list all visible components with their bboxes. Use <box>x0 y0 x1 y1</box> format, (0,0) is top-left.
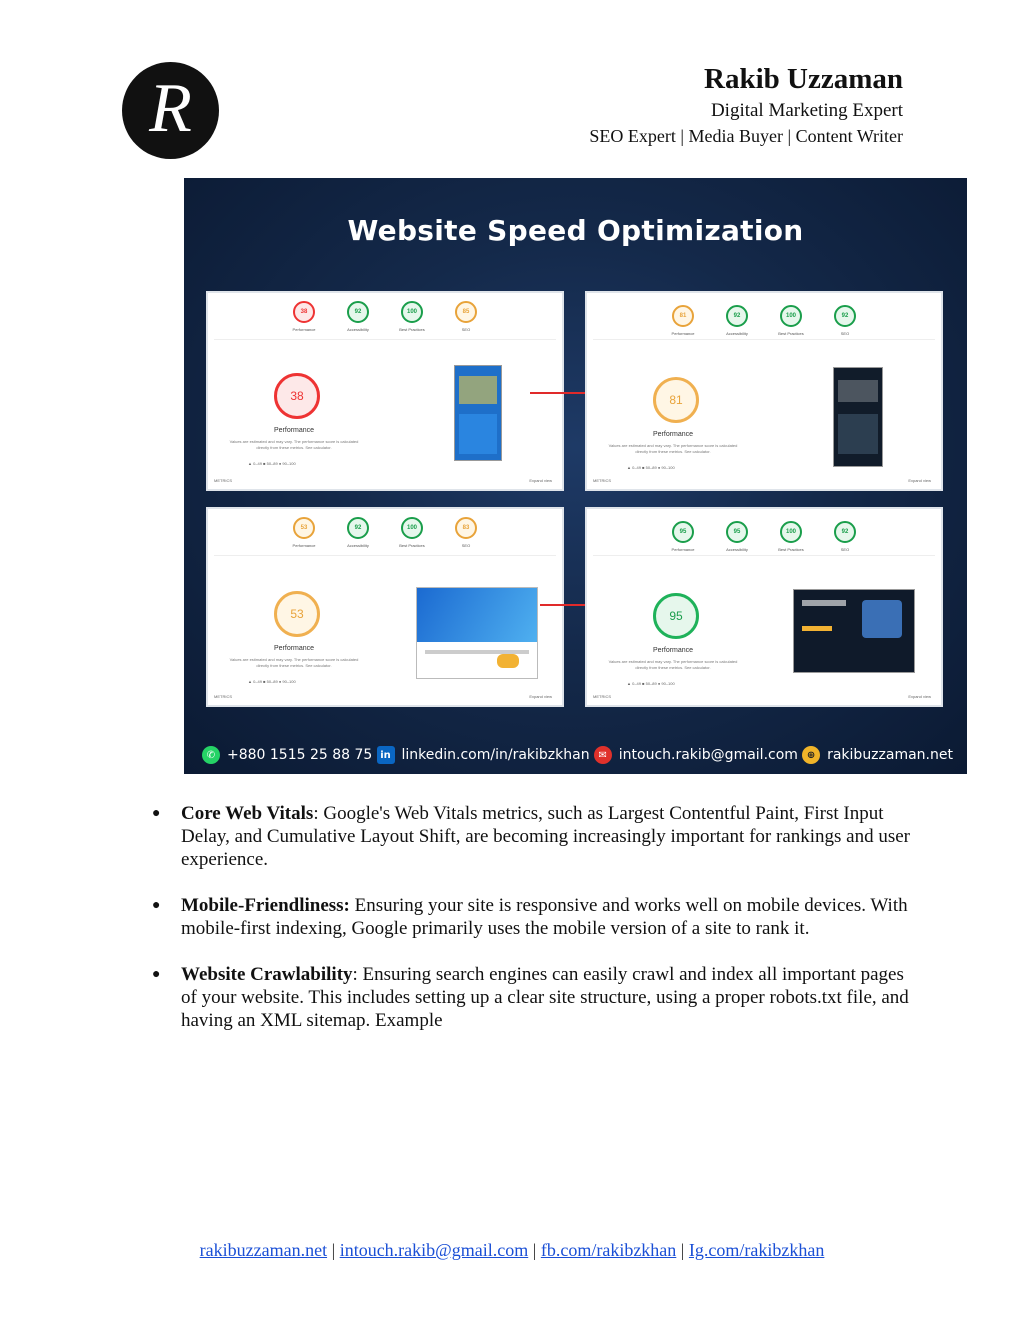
score-description: Values are estimated and may vary. The performance score is calculated directly from these metrics. See calculator. <box>608 659 738 670</box>
performance-label: Performance <box>653 647 694 654</box>
metrics-label: METRICS <box>214 694 232 699</box>
author-role: Digital Marketing Expert <box>710 100 903 121</box>
desktop-screenshot <box>416 587 538 679</box>
score-seo: 83 SEO <box>449 517 483 548</box>
score-description: Values are estimated and may vary. The performance score is calculated directly from these metrics. See calculator. <box>608 443 738 454</box>
mobile-screenshot <box>454 365 502 461</box>
score-accessibility: 92 Accessibility <box>720 305 754 336</box>
performance-gauge: 38 <box>274 373 320 419</box>
score-row <box>208 517 562 548</box>
logo <box>122 62 219 159</box>
divider <box>214 339 556 340</box>
globe-icon: ⊕ <box>802 746 820 764</box>
performance-label: Performance <box>653 431 694 438</box>
performance-gauge: 53 <box>274 591 320 637</box>
speed-optimization-banner <box>184 178 967 774</box>
pagespeed-panel-after-mobile <box>585 291 943 491</box>
score-best-practices: 100 Best Practices <box>774 521 808 552</box>
whatsapp-icon: ✆ <box>202 746 220 764</box>
author-skills: SEO Expert | Media Buyer | Content Writer <box>589 126 903 146</box>
banner-title: Website Speed Optimization <box>347 214 804 247</box>
score-accessibility: 92 Accessibility <box>341 301 375 332</box>
logo-letter: R <box>149 69 192 147</box>
score-performance: 38 Performance <box>287 301 321 332</box>
bullet-list <box>150 802 910 1055</box>
score-row <box>208 301 562 332</box>
list-item <box>150 802 910 871</box>
footer-link-email[interactable]: intouch.rakib@gmail.com <box>339 1240 529 1260</box>
footer-separator: | <box>528 1240 541 1260</box>
performance-label: Performance <box>274 427 315 434</box>
bullet-dot: ● <box>152 898 161 913</box>
footer-link-facebook[interactable]: fb.com/rakibzkhan <box>540 1240 677 1260</box>
divider <box>593 339 935 340</box>
footer-links <box>0 1240 1024 1261</box>
score-best-practices: 100 Best Practices <box>395 517 429 548</box>
contact-website: ⊕ rakibuzzaman.net <box>802 746 953 764</box>
score-accessibility: 95 Accessibility <box>720 521 754 552</box>
performance-gauge: 81 <box>653 377 699 423</box>
footer-link-website[interactable]: rakibuzzaman.net <box>199 1240 328 1260</box>
mobile-screenshot <box>833 367 883 467</box>
footer-separator: | <box>327 1240 340 1260</box>
bullet-term: Core Web Vitals <box>181 803 314 824</box>
email-icon: ✉ <box>594 746 612 764</box>
list-item <box>150 963 910 1032</box>
author-name: Rakib Uzzaman <box>704 63 903 95</box>
score-seo: 85 SEO <box>449 301 483 332</box>
contact-email: ✉ intouch.rakib@gmail.com <box>594 746 798 764</box>
expand-view-link: Expand view <box>908 694 931 699</box>
bullet-text: : Ensuring search engines can easily crawl and index all important pages of your website. This includes setting up a clear site structure, using a proper robots.txt file, and having an XML sitemap. Example <box>181 964 909 1031</box>
performance-label: Performance <box>274 645 315 652</box>
score-legend: ▲ 0–49 ■ 50–89 ● 90–100 <box>627 681 675 686</box>
desktop-screenshot <box>793 589 915 673</box>
list-item <box>150 894 910 940</box>
bullet-text: : Google's Web Vitals metrics, such as Largest Contentful Paint, First Input Delay, and Cumulative Layout Shift, are becoming increasingly important for rankings and user experience. <box>181 803 911 870</box>
pagespeed-panel-before-mobile <box>206 291 564 491</box>
score-performance: 53 Performance <box>287 517 321 548</box>
footer-separator: | <box>676 1240 689 1260</box>
divider <box>214 555 556 556</box>
score-description: Values are estimated and may vary. The performance score is calculated directly from these metrics. See calculator. <box>229 439 359 450</box>
divider <box>593 555 935 556</box>
score-best-practices: 100 Best Practices <box>395 301 429 332</box>
expand-view-link: Expand view <box>908 478 931 483</box>
score-performance: 81 Performance <box>666 305 700 336</box>
expand-view-link: Expand view <box>529 478 552 483</box>
metrics-label: METRICS <box>593 694 611 699</box>
score-performance: 95 Performance <box>666 521 700 552</box>
contact-bar <box>202 746 953 764</box>
pagespeed-panel-before-desktop <box>206 507 564 707</box>
metrics-label: METRICS <box>214 478 232 483</box>
score-description: Values are estimated and may vary. The performance score is calculated directly from these metrics. See calculator. <box>229 657 359 668</box>
score-best-practices: 100 Best Practices <box>774 305 808 336</box>
contact-linkedin: in linkedin.com/in/rakibzkhan <box>377 746 590 764</box>
linkedin-icon: in <box>377 746 395 764</box>
expand-view-link: Expand view <box>529 694 552 699</box>
performance-gauge: 95 <box>653 593 699 639</box>
score-legend: ▲ 0–49 ■ 50–89 ● 90–100 <box>627 465 675 470</box>
score-row <box>587 521 941 552</box>
bullet-term: Website Crawlability <box>181 964 353 985</box>
header <box>589 60 903 148</box>
score-legend: ▲ 0–49 ■ 50–89 ● 90–100 <box>248 461 296 466</box>
bullet-dot: ● <box>152 806 161 821</box>
bullet-dot: ● <box>152 967 161 982</box>
score-row <box>587 305 941 336</box>
metrics-label: METRICS <box>593 478 611 483</box>
score-accessibility: 92 Accessibility <box>341 517 375 548</box>
score-seo: 92 SEO <box>828 521 862 552</box>
score-seo: 92 SEO <box>828 305 862 336</box>
bullet-text: Ensuring your site is responsive and works well on mobile devices. With mobile-first indexing, Google primarily uses the mobile version of a site to rank it. <box>181 895 908 939</box>
score-legend: ▲ 0–49 ■ 50–89 ● 90–100 <box>248 679 296 684</box>
contact-phone: ✆ +880 1515 25 88 75 <box>202 746 372 764</box>
bullet-term: Mobile-Friendliness: <box>181 895 350 916</box>
pagespeed-panel-after-desktop <box>585 507 943 707</box>
footer-link-instagram[interactable]: Ig.com/rakibzkhan <box>688 1240 825 1260</box>
